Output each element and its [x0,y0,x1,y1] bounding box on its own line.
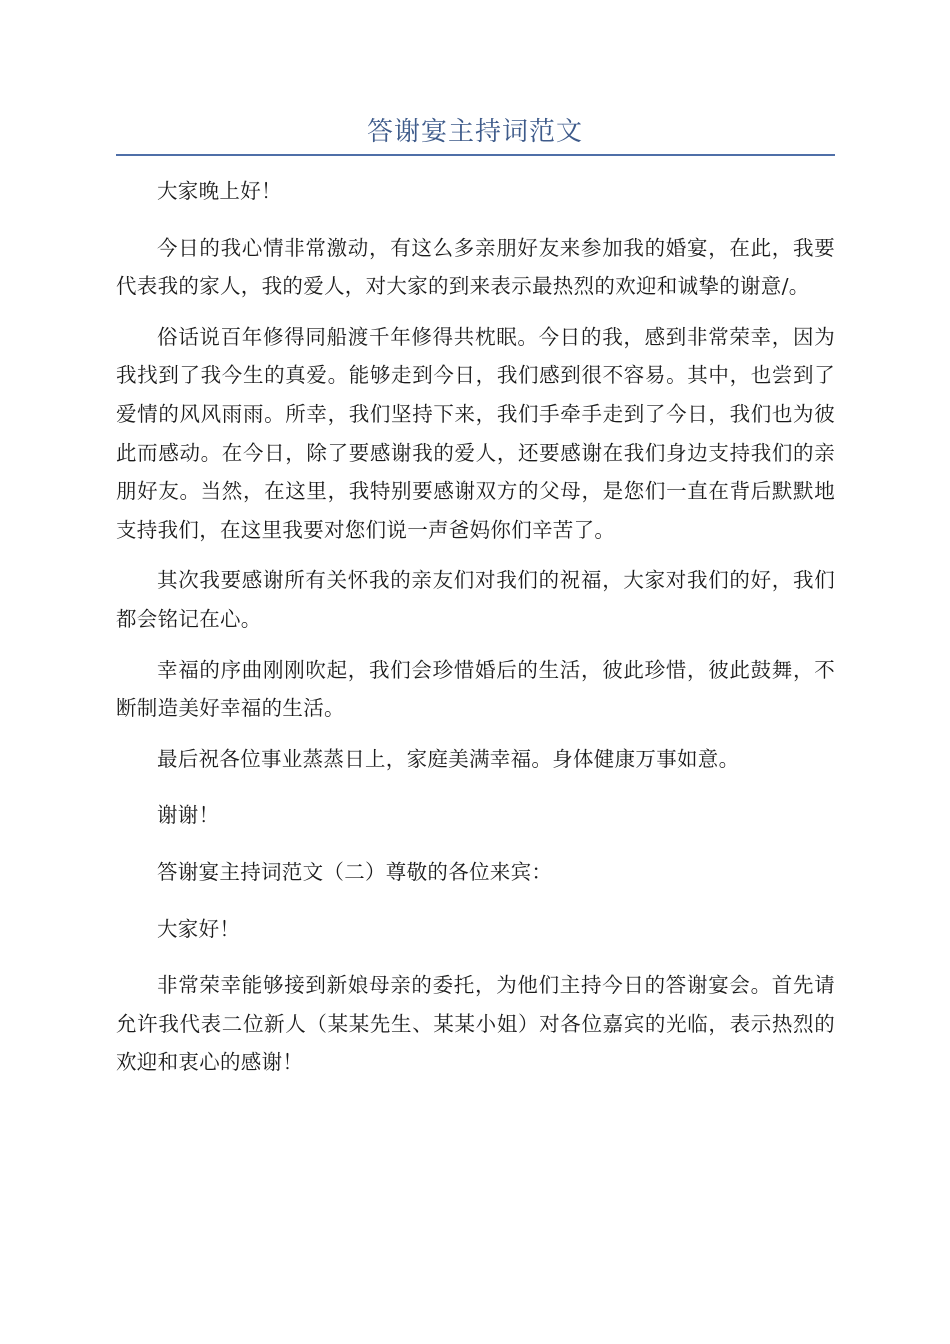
paragraph-greeting: 大家好！ [157,916,241,941]
section-heading-2: 答谢宴主持词范文（二）尊敬的各位来宾： [157,859,553,884]
document-title: 答谢宴主持词范文 [366,117,583,147]
paragraph-greeting: 大家晚上好！ [157,179,282,203]
paragraph: 今日的我心情非常激动，有这么多亲朋好友来参加我的婚宴，在此，我要代表我的家人，我的爱人，对大家的到来表示最热烈的欢迎和诚挚的谢意/。 [116,235,835,299]
paragraph-thanks: 谢谢！ [157,803,220,828]
paragraph: 非常荣幸能够接到新娘母亲的委托，为他们主持今日的答谢宴会。首先请允许我代表二位新人（某某先生、某某小姐）对各位嘉宾的光临，表示热烈的欢迎和衷心的感谢！ [116,973,835,1075]
paragraph: 最后祝各位事业蒸蒸日上，家庭美满幸福。身体健康万事如意。 [157,746,740,771]
title-underline [116,154,835,156]
document-body [116,172,835,1094]
paragraph: 幸福的序曲刚刚吹起，我们会珍惜婚后的生活，彼此珍惜，彼此鼓舞，不断制造美好幸福的生活。 [116,657,835,721]
paragraph: 俗话说百年修得同船渡千年修得共枕眠。今日的我，感到非常荣幸，因为我找到了我今生的真爱。能够走到今日，我们感到很不容易。其中，也尝到了爱情的风风雨雨。所幸，我们坚持下来，我们手牵手走到了今日，我们也为彼此而感动。在今日，除了要感谢我的爱人，还要感谢在我们身边支持我们的亲朋好友。当然，在这里，我特别要感谢双方的父母，是您们一直在背后默默地支持我们，在这里我要对您们说一声爸妈你们辛苦了。 [116,324,835,542]
paragraph: 其次我要感谢所有关怀我的亲友们对我们的祝福，大家对我们的好，我们都会铭记在心。 [116,568,835,631]
